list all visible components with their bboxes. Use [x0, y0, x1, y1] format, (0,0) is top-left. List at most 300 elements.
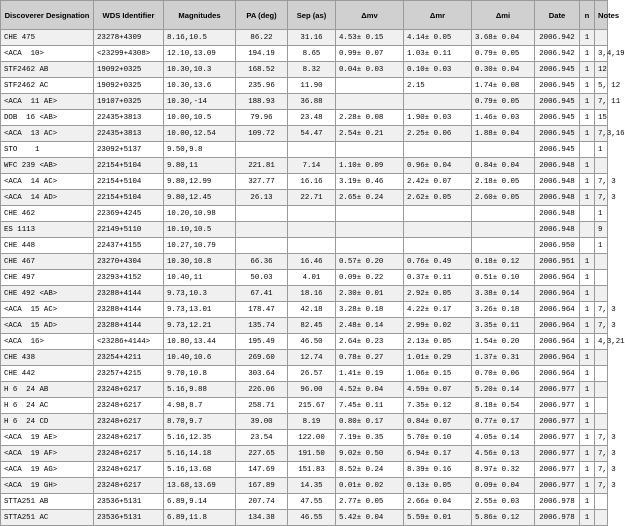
cell-notes: [595, 382, 608, 398]
cell-dmv: 2.30± 0.01: [336, 286, 404, 302]
table-row: [1, 510, 608, 526]
table-row: [1, 158, 608, 174]
header-n: n: [580, 1, 595, 30]
cell-magnitudes: 10.30,-14: [164, 94, 236, 110]
cell-date: 2006.977: [535, 462, 580, 478]
cell-dmv: 7.19± 0.35: [336, 430, 404, 446]
cell-notes: 3,4,19: [595, 46, 608, 62]
cell-wds-id: 23248+6217: [94, 446, 164, 462]
cell-dmr: 1.06± 0.15: [404, 366, 472, 382]
cell-n: [580, 142, 595, 158]
cell-date: 2006.945: [535, 142, 580, 158]
cell-dmi: 1.88± 0.04: [472, 126, 535, 142]
cell-dmv: 9.02± 0.50: [336, 446, 404, 462]
cell-date: 2006.948: [535, 222, 580, 238]
cell-pa: 86.22: [236, 30, 288, 46]
cell-n: 1: [580, 174, 595, 190]
cell-magnitudes: 9.80,12.99: [164, 174, 236, 190]
cell-magnitudes: 5.16,13.68: [164, 462, 236, 478]
cell-sep: [288, 238, 336, 254]
table-row: [1, 94, 608, 110]
cell-dmi: 0.70± 0.06: [472, 366, 535, 382]
cell-dmi: 0.77± 0.17: [472, 414, 535, 430]
cell-pa: 303.64: [236, 366, 288, 382]
cell-dmi: 8.18± 0.54: [472, 398, 535, 414]
cell-designation: STO 1: [1, 142, 94, 158]
cell-dmv: 4.53± 0.15: [336, 30, 404, 46]
cell-magnitudes: 9.50,9.8: [164, 142, 236, 158]
cell-dmv: 8.52± 0.24: [336, 462, 404, 478]
cell-sep: 23.48: [288, 110, 336, 126]
cell-magnitudes: 8.70,9.7: [164, 414, 236, 430]
table-row: [1, 78, 608, 94]
cell-pa: 327.77: [236, 174, 288, 190]
cell-wds-id: 23293+4152: [94, 270, 164, 286]
cell-notes: 7, 3: [595, 462, 608, 478]
cell-sep: 4.01: [288, 270, 336, 286]
cell-wds-id: 23257+4215: [94, 366, 164, 382]
cell-notes: [595, 414, 608, 430]
cell-dmr: 2.25± 0.06: [404, 126, 472, 142]
cell-dmi: 0.51± 0.10: [472, 270, 535, 286]
cell-dmi: 2.55± 0.03: [472, 494, 535, 510]
cell-designation: <ACA 11 AE>: [1, 94, 94, 110]
cell-notes: [595, 30, 608, 46]
cell-wds-id: 22369+4245: [94, 206, 164, 222]
cell-designation: <ACA 13 AC>: [1, 126, 94, 142]
cell-magnitudes: 9.73,10.3: [164, 286, 236, 302]
header-designation: Discoverer Designation: [1, 1, 94, 30]
cell-wds-id: 23536+5131: [94, 494, 164, 510]
cell-date: 2006.978: [535, 510, 580, 526]
cell-magnitudes: 10.30,10.8: [164, 254, 236, 270]
cell-wds-id: 23288+4144: [94, 302, 164, 318]
cell-n: 1: [580, 414, 595, 430]
cell-wds-id: 23248+6217: [94, 478, 164, 494]
table-row: [1, 398, 608, 414]
table-row: [1, 222, 608, 238]
cell-designation: ES 1113: [1, 222, 94, 238]
cell-dmi: 3.35± 0.11: [472, 318, 535, 334]
cell-dmv: 1.10± 0.09: [336, 158, 404, 174]
cell-n: 1: [580, 510, 595, 526]
cell-dmv: [336, 142, 404, 158]
cell-n: 1: [580, 430, 595, 446]
cell-magnitudes: 9.80,11: [164, 158, 236, 174]
cell-magnitudes: 10.40,10.6: [164, 350, 236, 366]
cell-dmr: 0.96± 0.04: [404, 158, 472, 174]
cell-wds-id: 19092+0325: [94, 78, 164, 94]
cell-dmv: 0.09± 0.22: [336, 270, 404, 286]
cell-dmv: 0.01± 0.02: [336, 478, 404, 494]
cell-n: 1: [580, 366, 595, 382]
cell-designation: WFC 239 <AB>: [1, 158, 94, 174]
cell-notes: 7, 3: [595, 446, 608, 462]
cell-notes: 7,3,16: [595, 126, 608, 142]
cell-date: 2006.964: [535, 334, 580, 350]
cell-wds-id: 23248+6217: [94, 462, 164, 478]
cell-notes: 9: [595, 222, 608, 238]
cell-wds-id: 23254+4211: [94, 350, 164, 366]
cell-pa: 23.54: [236, 430, 288, 446]
cell-wds-id: 22435+3813: [94, 126, 164, 142]
cell-dmi: 0.18± 0.12: [472, 254, 535, 270]
cell-dmv: 2.48± 0.14: [336, 318, 404, 334]
cell-dmi: 0.09± 0.04: [472, 478, 535, 494]
cell-dmv: 2.64± 0.23: [336, 334, 404, 350]
cell-designation: STTA251 AB: [1, 494, 94, 510]
cell-notes: 1: [595, 206, 608, 222]
cell-sep: 8.32: [288, 62, 336, 78]
cell-wds-id: 23248+6217: [94, 398, 164, 414]
cell-date: 2006.945: [535, 78, 580, 94]
cell-n: [580, 238, 595, 254]
cell-date: 2006.951: [535, 254, 580, 270]
cell-designation: <ACA 14 AC>: [1, 174, 94, 190]
cell-dmi: [472, 206, 535, 222]
cell-wds-id: 22437+4155: [94, 238, 164, 254]
cell-dmv: 1.41± 0.19: [336, 366, 404, 382]
cell-date: 2006.977: [535, 446, 580, 462]
cell-sep: 12.74: [288, 350, 336, 366]
cell-magnitudes: 6.89,11.8: [164, 510, 236, 526]
cell-dmr: [404, 206, 472, 222]
cell-wds-id: 23248+6217: [94, 414, 164, 430]
cell-designation: CHE 438: [1, 350, 94, 366]
cell-dmi: 8.97± 0.32: [472, 462, 535, 478]
cell-notes: 7, 3: [595, 318, 608, 334]
cell-dmr: [404, 94, 472, 110]
cell-date: 2006.964: [535, 318, 580, 334]
table-row: [1, 414, 608, 430]
cell-pa: 39.00: [236, 414, 288, 430]
table-row: [1, 254, 608, 270]
table-body: [1, 30, 625, 526]
cell-n: 1: [580, 126, 595, 142]
table-row: [1, 462, 608, 478]
cell-magnitudes: 10.00,12.54: [164, 126, 236, 142]
cell-n: 1: [580, 94, 595, 110]
cell-pa: 66.36: [236, 254, 288, 270]
cell-dmi: 4.56± 0.13: [472, 446, 535, 462]
cell-pa: [236, 142, 288, 158]
cell-date: 2006.977: [535, 478, 580, 494]
cell-dmr: 1.90± 0.03: [404, 110, 472, 126]
cell-sep: 191.50: [288, 446, 336, 462]
cell-notes: 1: [595, 238, 608, 254]
cell-designation: STTA251 AC: [1, 510, 94, 526]
cell-designation: CHE 475: [1, 30, 94, 46]
cell-date: 2006.977: [535, 430, 580, 446]
cell-dmr: 2.62± 0.05: [404, 190, 472, 206]
cell-pa: 194.19: [236, 46, 288, 62]
cell-magnitudes: 10.80,13.44: [164, 334, 236, 350]
cell-n: 1: [580, 270, 595, 286]
cell-designation: <ACA 16>: [1, 334, 94, 350]
cell-pa: 109.72: [236, 126, 288, 142]
cell-dmi: 5.20± 0.14: [472, 382, 535, 398]
table-row: [1, 126, 608, 142]
cell-dmr: 0.13± 0.05: [404, 478, 472, 494]
cell-date: 2006.945: [535, 126, 580, 142]
cell-pa: 134.38: [236, 510, 288, 526]
cell-dmi: 3.26± 0.18: [472, 302, 535, 318]
cell-magnitudes: 4.98,8.7: [164, 398, 236, 414]
cell-dmi: 3.68± 0.04: [472, 30, 535, 46]
table-row: [1, 366, 608, 382]
cell-date: 2006.964: [535, 350, 580, 366]
cell-sep: 47.55: [288, 494, 336, 510]
cell-pa: 227.65: [236, 446, 288, 462]
cell-sep: 16.16: [288, 174, 336, 190]
cell-dmi: [472, 238, 535, 254]
cell-dmr: 5.59± 0.01: [404, 510, 472, 526]
cell-n: 1: [580, 286, 595, 302]
cell-designation: H 6 24 AB: [1, 382, 94, 398]
cell-dmi: 4.05± 0.14: [472, 430, 535, 446]
cell-sep: 54.47: [288, 126, 336, 142]
cell-n: 1: [580, 190, 595, 206]
cell-designation: <ACA 14 AD>: [1, 190, 94, 206]
cell-dmi: 0.84± 0.04: [472, 158, 535, 174]
cell-pa: 207.74: [236, 494, 288, 510]
cell-sep: 11.90: [288, 78, 336, 94]
cell-dmv: 3.28± 0.18: [336, 302, 404, 318]
cell-designation: <ACA 19 GH>: [1, 478, 94, 494]
cell-sep: 122.00: [288, 430, 336, 446]
cell-sep: 16.46: [288, 254, 336, 270]
header-sep: Sep (as): [288, 1, 336, 30]
cell-dmr: 0.37± 0.11: [404, 270, 472, 286]
cell-date: 2006.964: [535, 302, 580, 318]
cell-dmv: 2.65± 0.24: [336, 190, 404, 206]
cell-n: 1: [580, 398, 595, 414]
table-row: [1, 142, 608, 158]
cell-n: 1: [580, 78, 595, 94]
cell-notes: [595, 494, 608, 510]
cell-dmv: 4.52± 0.04: [336, 382, 404, 398]
cell-n: 1: [580, 462, 595, 478]
table-row: [1, 174, 608, 190]
cell-notes: [595, 398, 608, 414]
cell-date: 2006.942: [535, 30, 580, 46]
cell-dmr: 4.59± 0.07: [404, 382, 472, 398]
cell-dmr: 0.10± 0.03: [404, 62, 472, 78]
cell-dmv: 2.77± 0.05: [336, 494, 404, 510]
cell-wds-id: 23536+5131: [94, 510, 164, 526]
cell-dmi: 5.86± 0.12: [472, 510, 535, 526]
cell-designation: STF2462 AB: [1, 62, 94, 78]
cell-pa: 221.81: [236, 158, 288, 174]
cell-dmr: 1.01± 0.29: [404, 350, 472, 366]
cell-pa: 226.06: [236, 382, 288, 398]
cell-dmv: 0.80± 0.17: [336, 414, 404, 430]
cell-pa: 135.74: [236, 318, 288, 334]
cell-designation: H 6 24 AC: [1, 398, 94, 414]
cell-date: 2006.948: [535, 174, 580, 190]
cell-dmv: [336, 206, 404, 222]
cell-dmr: 2.99± 0.02: [404, 318, 472, 334]
cell-dmr: 2.66± 0.04: [404, 494, 472, 510]
header-row: [1, 1, 608, 30]
cell-dmr: 4.22± 0.17: [404, 302, 472, 318]
cell-designation: <ACA 15 AC>: [1, 302, 94, 318]
cell-designation: <ACA 19 AG>: [1, 462, 94, 478]
cell-dmv: 0.99± 0.07: [336, 46, 404, 62]
cell-notes: 7, 11: [595, 94, 608, 110]
cell-notes: 7, 3: [595, 302, 608, 318]
cell-wds-id: 23270+4304: [94, 254, 164, 270]
cell-magnitudes: 6.89,9.14: [164, 494, 236, 510]
cell-dmi: 0.79± 0.05: [472, 94, 535, 110]
cell-dmr: 0.84± 0.07: [404, 414, 472, 430]
table-row: [1, 302, 608, 318]
table-row: [1, 318, 608, 334]
cell-date: 2006.964: [535, 270, 580, 286]
cell-dmr: 6.94± 0.17: [404, 446, 472, 462]
cell-designation: H 6 24 CD: [1, 414, 94, 430]
cell-dmr: 2.15: [404, 78, 472, 94]
cell-designation: <ACA 15 AD>: [1, 318, 94, 334]
cell-date: 2006.950: [535, 238, 580, 254]
cell-dmv: [336, 94, 404, 110]
cell-pa: 258.71: [236, 398, 288, 414]
cell-n: 1: [580, 382, 595, 398]
header-date: Date: [535, 1, 580, 30]
table-row: [1, 478, 608, 494]
cell-pa: 188.93: [236, 94, 288, 110]
cell-sep: 82.45: [288, 318, 336, 334]
cell-dmv: [336, 78, 404, 94]
cell-wds-id: <23286+4144>: [94, 334, 164, 350]
cell-sep: 31.16: [288, 30, 336, 46]
cell-dmi: [472, 222, 535, 238]
cell-designation: CHE 497: [1, 270, 94, 286]
cell-n: 1: [580, 62, 595, 78]
cell-dmi: [472, 142, 535, 158]
cell-dmv: 7.45± 0.11: [336, 398, 404, 414]
cell-magnitudes: 9.73,13.01: [164, 302, 236, 318]
header-wds: WDS Identifier: [94, 1, 164, 30]
cell-pa: 269.60: [236, 350, 288, 366]
cell-magnitudes: 13.68,13.69: [164, 478, 236, 494]
cell-notes: [595, 270, 608, 286]
cell-notes: [595, 366, 608, 382]
cell-sep: 22.71: [288, 190, 336, 206]
cell-designation: CHE 467: [1, 254, 94, 270]
cell-notes: 4,3,21: [595, 334, 608, 350]
cell-date: 2006.977: [535, 398, 580, 414]
cell-magnitudes: 9.80,12.45: [164, 190, 236, 206]
table-row: [1, 430, 608, 446]
table-row: [1, 110, 608, 126]
cell-dmv: 0.04± 0.03: [336, 62, 404, 78]
cell-designation: DOB 16 <AB>: [1, 110, 94, 126]
cell-n: 1: [580, 254, 595, 270]
cell-magnitudes: 10.30,10.3: [164, 62, 236, 78]
cell-wds-id: 22154+5104: [94, 158, 164, 174]
cell-wds-id: 19107+0325: [94, 94, 164, 110]
cell-magnitudes: 10.10,10.5: [164, 222, 236, 238]
cell-wds-id: 22149+5110: [94, 222, 164, 238]
cell-dmi: 2.60± 0.05: [472, 190, 535, 206]
cell-dmv: 2.54± 0.21: [336, 126, 404, 142]
cell-dmr: 4.14± 0.05: [404, 30, 472, 46]
cell-date: 2006.948: [535, 206, 580, 222]
cell-dmv: [336, 238, 404, 254]
cell-notes: [595, 158, 608, 174]
cell-wds-id: 23248+6217: [94, 382, 164, 398]
cell-dmr: [404, 222, 472, 238]
cell-dmi: 2.18± 0.05: [472, 174, 535, 190]
cell-wds-id: 22154+5104: [94, 174, 164, 190]
cell-magnitudes: 12.10,13.09: [164, 46, 236, 62]
cell-dmr: [404, 238, 472, 254]
cell-n: 1: [580, 350, 595, 366]
cell-dmr: 2.92± 0.05: [404, 286, 472, 302]
table-row: [1, 190, 608, 206]
cell-n: [580, 206, 595, 222]
cell-dmi: 1.37± 0.31: [472, 350, 535, 366]
cell-notes: 7, 3: [595, 190, 608, 206]
cell-wds-id: <23299+4308>: [94, 46, 164, 62]
table-row: [1, 30, 608, 46]
cell-pa: [236, 206, 288, 222]
cell-designation: CHE 448: [1, 238, 94, 254]
table-row: [1, 494, 608, 510]
cell-n: 1: [580, 478, 595, 494]
cell-n: 1: [580, 110, 595, 126]
table-row: [1, 382, 608, 398]
cell-n: 1: [580, 30, 595, 46]
cell-sep: 36.88: [288, 94, 336, 110]
cell-sep: 8.19: [288, 414, 336, 430]
cell-notes: [595, 286, 608, 302]
cell-date: 2006.945: [535, 94, 580, 110]
cell-dmr: [404, 142, 472, 158]
cell-magnitudes: 10.20,10.98: [164, 206, 236, 222]
cell-sep: 42.18: [288, 302, 336, 318]
cell-pa: 167.89: [236, 478, 288, 494]
cell-dmi: 3.38± 0.14: [472, 286, 535, 302]
cell-sep: 18.16: [288, 286, 336, 302]
cell-sep: [288, 142, 336, 158]
cell-date: 2006.977: [535, 382, 580, 398]
cell-wds-id: 23092+5137: [94, 142, 164, 158]
cell-pa: [236, 238, 288, 254]
cell-n: 1: [580, 302, 595, 318]
cell-pa: 50.03: [236, 270, 288, 286]
cell-magnitudes: 5.16,12.35: [164, 430, 236, 446]
cell-date: 2006.964: [535, 366, 580, 382]
cell-wds-id: 19092+0325: [94, 62, 164, 78]
cell-dmi: 0.30± 0.04: [472, 62, 535, 78]
cell-dmv: 5.42± 0.04: [336, 510, 404, 526]
cell-notes: [595, 254, 608, 270]
header-notes: Notes: [595, 1, 608, 30]
cell-magnitudes: 9.70,10.8: [164, 366, 236, 382]
cell-n: [580, 222, 595, 238]
cell-magnitudes: 9.73,12.21: [164, 318, 236, 334]
cell-pa: 235.96: [236, 78, 288, 94]
cell-dmr: 1.03± 0.11: [404, 46, 472, 62]
table-row: [1, 46, 608, 62]
cell-pa: 67.41: [236, 286, 288, 302]
cell-wds-id: 23288+4144: [94, 286, 164, 302]
table-row: [1, 350, 608, 366]
table-row: [1, 270, 608, 286]
cell-pa: [236, 222, 288, 238]
